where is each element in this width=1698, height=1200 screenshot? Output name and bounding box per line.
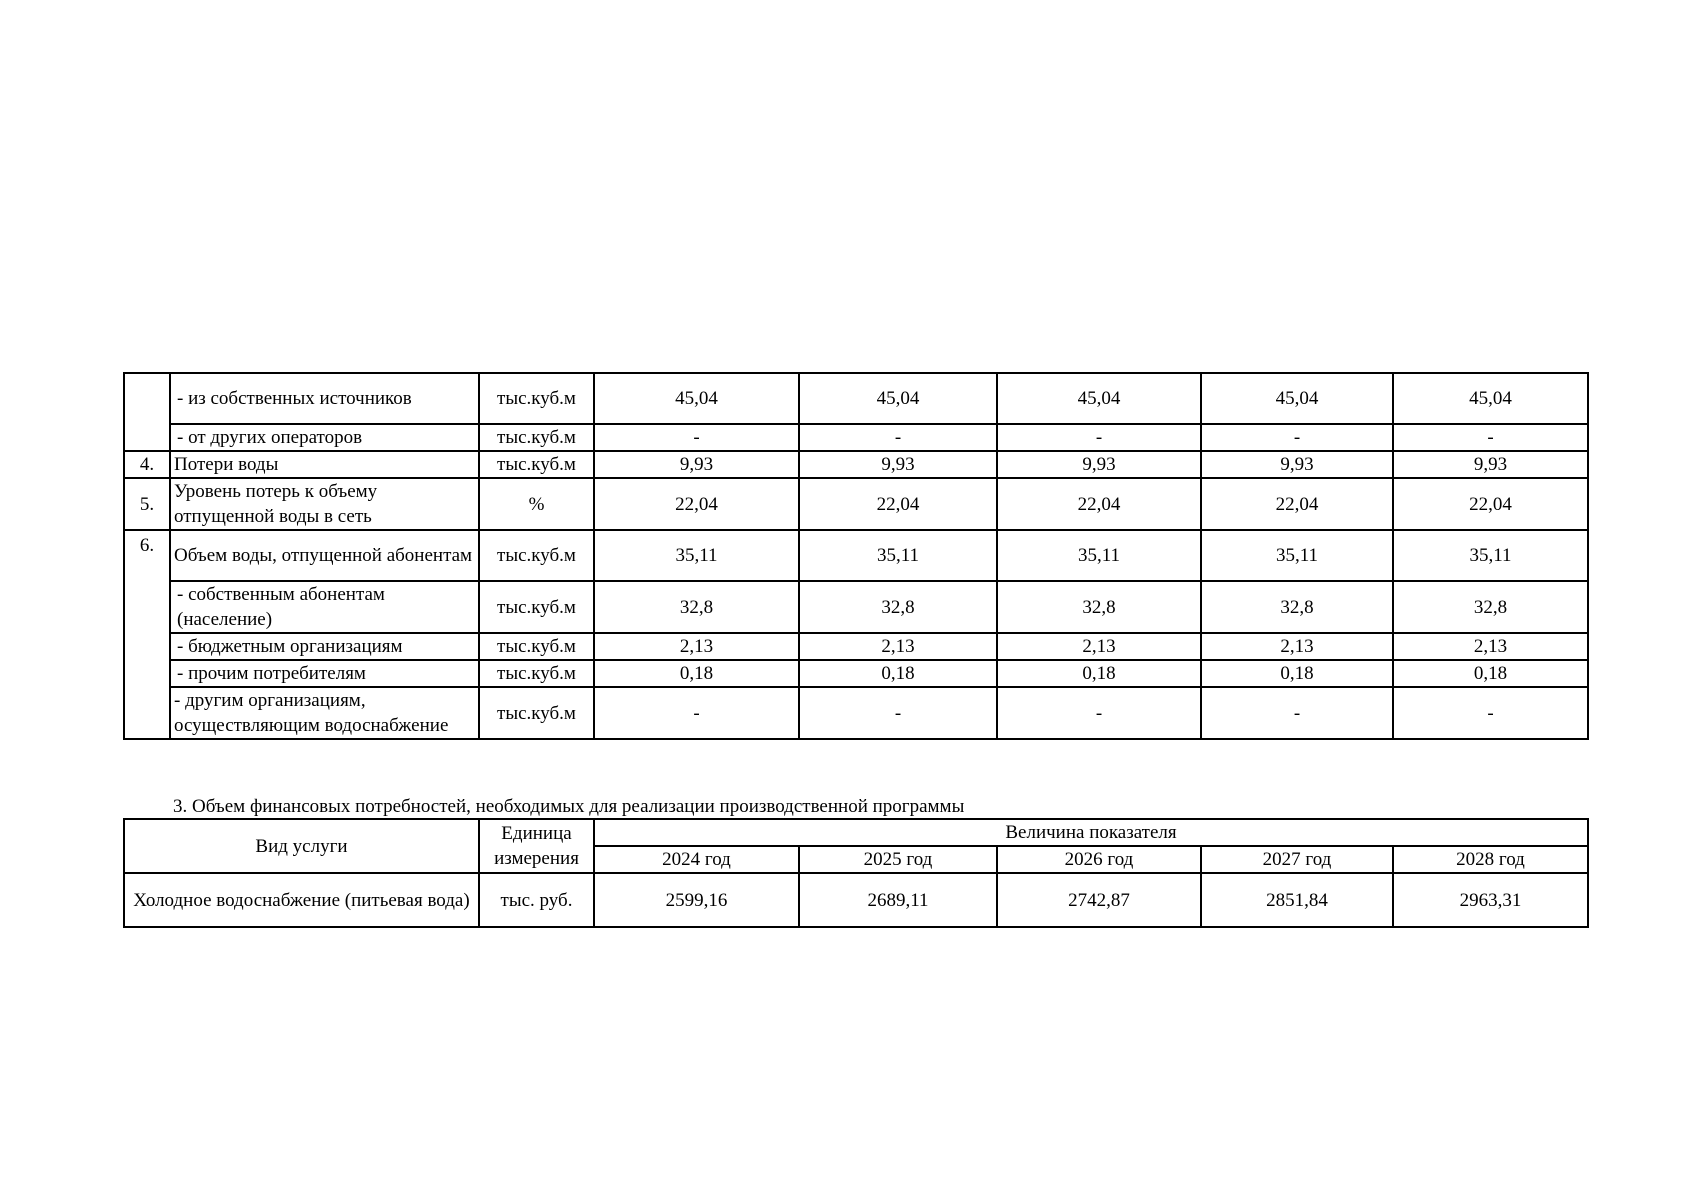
table-row xyxy=(124,424,1588,451)
header-year-2024: 2024 год xyxy=(594,846,799,873)
row-service: Холодное водоснабжение (питьевая вода) xyxy=(124,873,479,927)
row-value-2024: - xyxy=(594,424,799,451)
row-number xyxy=(124,633,170,660)
row-value-2028: 45,04 xyxy=(1393,373,1588,424)
row-value-2027: 22,04 xyxy=(1201,478,1393,530)
row-value-2024: 22,04 xyxy=(594,478,799,530)
row-unit: тыс.куб.м xyxy=(479,660,594,687)
row-value-2026: 35,11 xyxy=(997,530,1201,581)
row-name: - бюджетным организациям xyxy=(170,633,479,660)
table-row xyxy=(124,633,1588,660)
row-name: Объем воды, отпущенной абонентам xyxy=(170,530,479,581)
row-value-2028: 35,11 xyxy=(1393,530,1588,581)
header-unit: Единица измерения xyxy=(479,819,594,873)
financial-needs-table xyxy=(123,818,1589,928)
row-unit: тыс.куб.м xyxy=(479,373,594,424)
row-value-2026: 2,13 xyxy=(997,633,1201,660)
row-value-2026: 22,04 xyxy=(997,478,1201,530)
row-value-2027: 35,11 xyxy=(1201,530,1393,581)
row-value-2024: 45,04 xyxy=(594,373,799,424)
row-unit: тыс.куб.м xyxy=(479,530,594,581)
table-row xyxy=(124,373,1588,424)
water-balance-table xyxy=(123,372,1589,740)
row-value-2024: - xyxy=(594,687,799,739)
row-unit: тыс.куб.м xyxy=(479,451,594,478)
row-value-2024: 9,93 xyxy=(594,451,799,478)
row-value-2026: 45,04 xyxy=(997,373,1201,424)
row-value-2027: - xyxy=(1201,687,1393,739)
row-name: - другим организациям, осуществляющим водоснабжение xyxy=(170,687,479,739)
row-number: 6. xyxy=(124,530,170,581)
row-value-2025: 2689,11 xyxy=(799,873,997,927)
table-row xyxy=(124,530,1588,581)
table-row xyxy=(124,478,1588,530)
row-value-2026: 9,93 xyxy=(997,451,1201,478)
row-unit: тыс.куб.м xyxy=(479,687,594,739)
row-number xyxy=(124,660,170,687)
row-value-2026: 32,8 xyxy=(997,581,1201,633)
row-value-2027: - xyxy=(1201,424,1393,451)
row-value-2025: 32,8 xyxy=(799,581,997,633)
row-number: 4. xyxy=(124,451,170,478)
row-number xyxy=(124,373,170,424)
row-value-2028: - xyxy=(1393,687,1588,739)
row-value-2028: 9,93 xyxy=(1393,451,1588,478)
row-value-2025: 35,11 xyxy=(799,530,997,581)
table-row xyxy=(124,660,1588,687)
row-value-2024: 35,11 xyxy=(594,530,799,581)
row-value-2026: - xyxy=(997,687,1201,739)
row-value-2025: 2,13 xyxy=(799,633,997,660)
header-service: Вид услуги xyxy=(124,819,479,873)
row-value-2026: 0,18 xyxy=(997,660,1201,687)
row-name: - прочим потребителям xyxy=(170,660,479,687)
row-value-2028: 2,13 xyxy=(1393,633,1588,660)
row-value-2024: 2599,16 xyxy=(594,873,799,927)
section-title: 3. Объем финансовых потребностей, необходимых для реализации производственной программы xyxy=(173,796,965,817)
row-value-2028: 32,8 xyxy=(1393,581,1588,633)
header-value-group: Величина показателя xyxy=(594,819,1588,846)
header-year-2025: 2025 год xyxy=(799,846,997,873)
row-value-2028: 2963,31 xyxy=(1393,873,1588,927)
row-value-2028: 22,04 xyxy=(1393,478,1588,530)
table-row xyxy=(124,581,1588,633)
row-name: - из собственных источников xyxy=(170,373,479,424)
row-value-2025: - xyxy=(799,424,997,451)
table-header-row xyxy=(124,819,1588,846)
row-unit: тыс.куб.м xyxy=(479,633,594,660)
row-value-2025: 22,04 xyxy=(799,478,997,530)
row-value-2026: 2742,87 xyxy=(997,873,1201,927)
row-name: - от других операторов xyxy=(170,424,479,451)
row-number: 5. xyxy=(124,478,170,530)
row-value-2028: 0,18 xyxy=(1393,660,1588,687)
header-year-2028: 2028 год xyxy=(1393,846,1588,873)
row-number xyxy=(124,424,170,451)
row-value-2025: 9,93 xyxy=(799,451,997,478)
row-value-2025: 0,18 xyxy=(799,660,997,687)
row-value-2027: 32,8 xyxy=(1201,581,1393,633)
row-unit: тыс.куб.м xyxy=(479,424,594,451)
row-name: Потери воды xyxy=(170,451,479,478)
row-value-2027: 0,18 xyxy=(1201,660,1393,687)
table-row xyxy=(124,687,1588,739)
table-row xyxy=(124,451,1588,478)
row-unit: тыс.куб.м xyxy=(479,581,594,633)
row-value-2028: - xyxy=(1393,424,1588,451)
table-row xyxy=(124,873,1588,927)
row-value-2027: 9,93 xyxy=(1201,451,1393,478)
row-value-2027: 2851,84 xyxy=(1201,873,1393,927)
row-number xyxy=(124,581,170,633)
header-year-2027: 2027 год xyxy=(1201,846,1393,873)
row-value-2024: 2,13 xyxy=(594,633,799,660)
row-unit: % xyxy=(479,478,594,530)
row-value-2024: 0,18 xyxy=(594,660,799,687)
row-unit: тыс. руб. xyxy=(479,873,594,927)
row-value-2027: 45,04 xyxy=(1201,373,1393,424)
row-value-2024: 32,8 xyxy=(594,581,799,633)
header-year-2026: 2026 год xyxy=(997,846,1201,873)
row-value-2026: - xyxy=(997,424,1201,451)
row-value-2027: 2,13 xyxy=(1201,633,1393,660)
row-value-2025: 45,04 xyxy=(799,373,997,424)
row-name: - собственным абонентам (население) xyxy=(170,581,479,633)
row-name: Уровень потерь к объему отпущенной воды в сеть xyxy=(170,478,479,530)
row-value-2025: - xyxy=(799,687,997,739)
row-number xyxy=(124,687,170,739)
